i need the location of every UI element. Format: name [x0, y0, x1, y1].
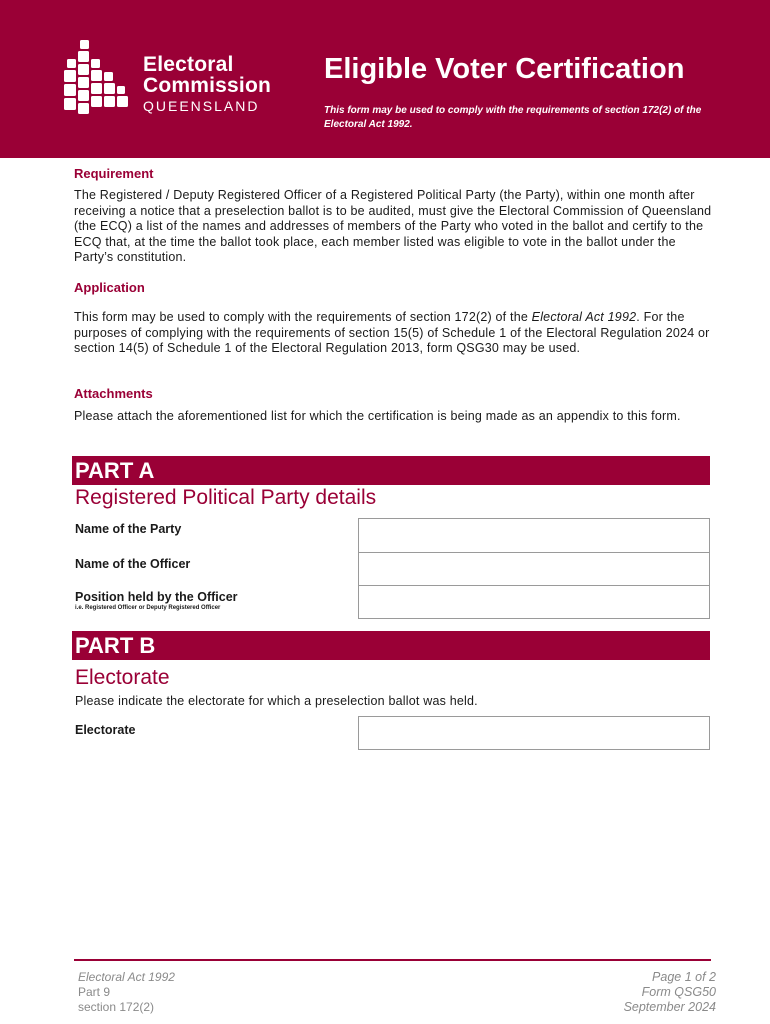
footer-legislation — [78, 970, 175, 1015]
application-text-end: . For the purposes of complying with the requirements of section 15(5) of Schedule 1 of the Electoral Regulation 2024 or section 14(5) of Schedule 1 of the Electoral Regulation 2013, form QSG30 may be used. — [74, 310, 710, 355]
officer-name-field[interactable] — [358, 552, 710, 586]
logo-wordmark — [143, 54, 271, 115]
attachments-heading: Attachments — [74, 386, 153, 401]
application-act-name: Electoral Act 1992 — [531, 310, 637, 324]
footer-form-info — [624, 970, 716, 1015]
logo-line-queensland: QUEENSLAND — [143, 98, 260, 114]
officer-name-label: Name of the Officer — [75, 557, 191, 571]
position-note: i.e. Registered Officer or Deputy Registered Officer — [75, 605, 221, 611]
requirement-heading: Requirement — [74, 166, 154, 181]
footer-form-code: Form QSG50 — [641, 985, 716, 999]
electorate-field[interactable] — [358, 716, 710, 750]
footer-date: September 2024 — [623, 1000, 716, 1014]
part-b-instruction: Please indicate the electorate for which a preselection ballot was held. — [75, 694, 478, 708]
footer-part: Part 9 — [78, 985, 111, 999]
party-name-label: Name of the Party — [75, 522, 182, 536]
logo-line-electoral: Electoral — [143, 53, 234, 76]
attachments-text: Please attach the aforementioned list for which the certification is being made as an appendix to this form. — [74, 409, 681, 423]
part-a-bar: PART A — [72, 456, 710, 485]
page-subtitle: This form may be used to comply with the requirements of section 172(2) of the Electoral Act 1992. — [324, 105, 702, 130]
application-text-start: This form may be used to comply with the requirements of section 172(2) of the — [74, 310, 532, 324]
party-name-field[interactable] — [358, 518, 710, 553]
part-a-subtitle: Registered Political Party details — [75, 486, 377, 509]
footer-divider — [74, 959, 711, 961]
position-label: Position held by the Officer — [75, 590, 238, 604]
part-b-subtitle: Electorate — [75, 666, 170, 689]
application-heading: Application — [74, 280, 145, 295]
requirement-section — [74, 166, 714, 266]
footer-section: section 172(2) — [78, 1000, 155, 1014]
footer-act: Electoral Act 1992 — [78, 970, 175, 984]
application-section — [74, 280, 714, 357]
footer-page-number: Page 1 of 2 — [652, 970, 716, 984]
logo-line-commission: Commission — [143, 74, 272, 97]
electorate-label: Electorate — [75, 723, 136, 737]
position-field[interactable] — [358, 585, 710, 619]
ecq-logo-icon — [64, 40, 130, 114]
part-b-bar: PART B — [72, 631, 710, 660]
attachments-section — [74, 386, 714, 425]
application-text — [74, 310, 714, 357]
header-banner — [0, 0, 770, 158]
requirement-text: The Registered / Deputy Registered Officer of a Registered Political Party (the Party), within one month after receiving a notice that a preselection ballot is to be audited, must give the Electoral Commission of Queensland (the ECQ) a list of the names and addresses of members of the Party who voted in the ballot and certify to the ECQ that, at the time the ballot took place, each member listed was eligible to vote in the ballot under the Party’s constitution. — [74, 188, 712, 264]
page-title: Eligible Voter Certification — [324, 53, 685, 85]
